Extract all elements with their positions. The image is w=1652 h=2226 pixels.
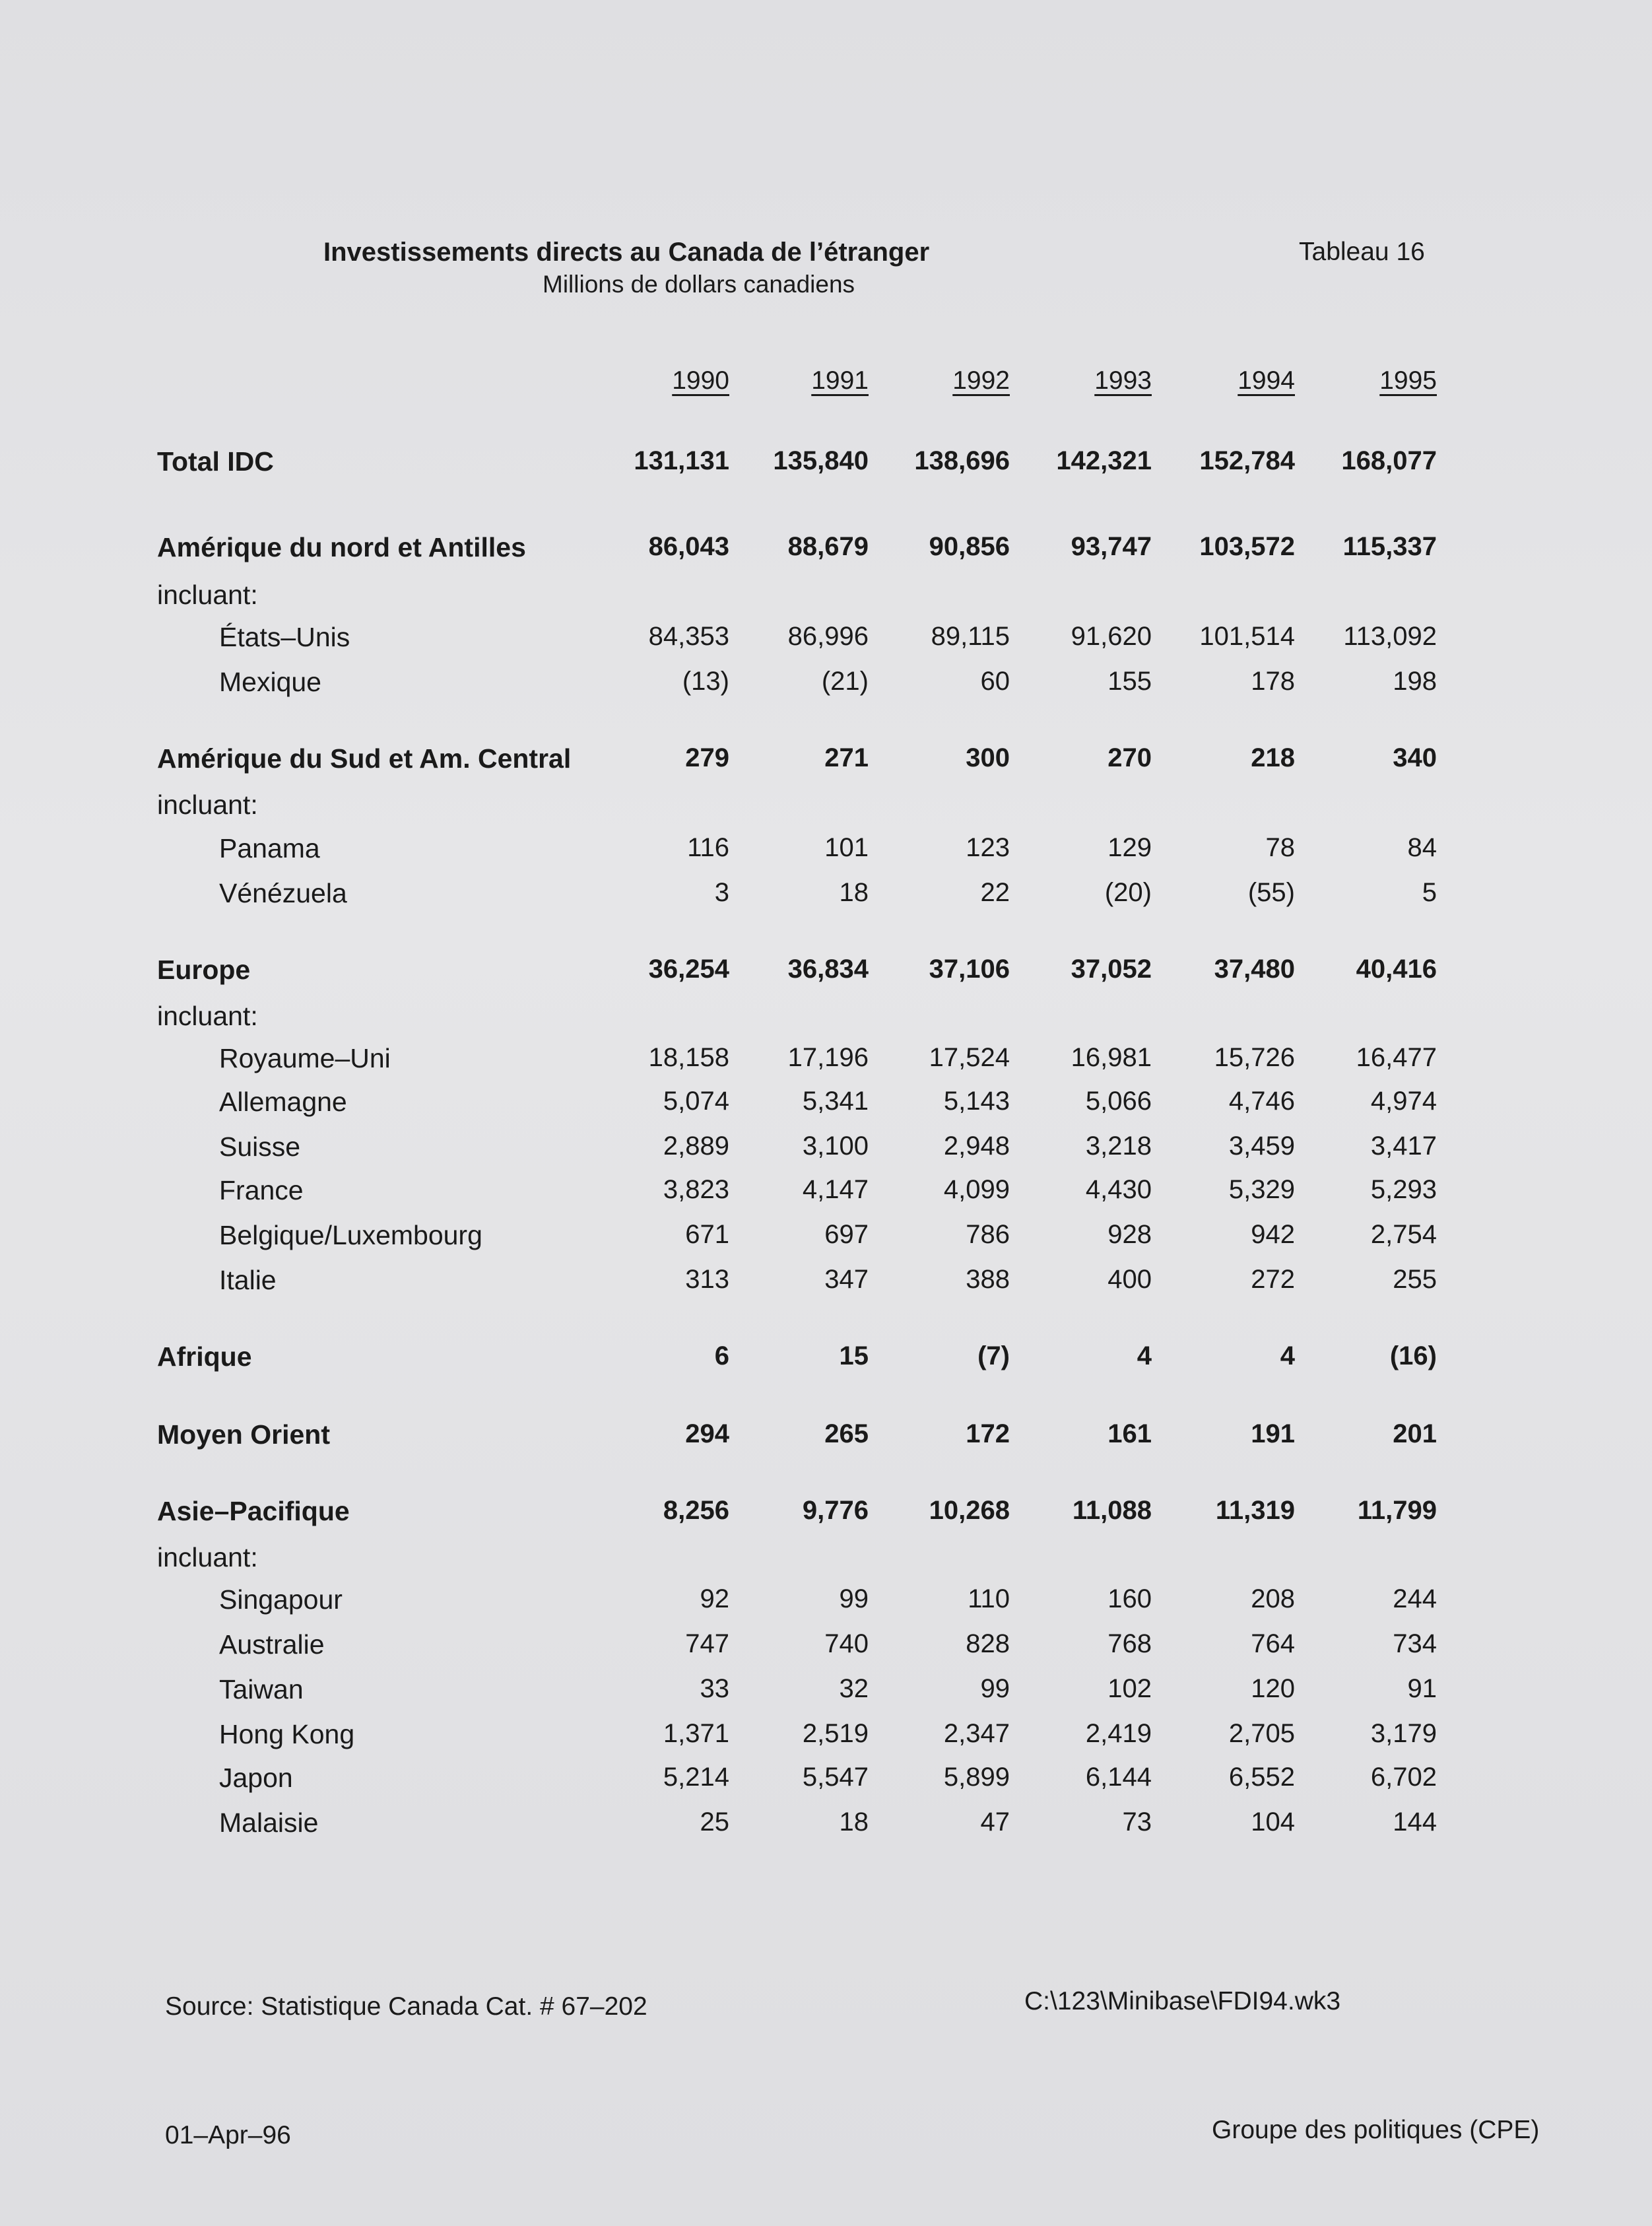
print-date: 01–Apr–96 bbox=[165, 2121, 291, 2149]
table-cell: 131,131 bbox=[634, 446, 729, 475]
table-cell: 400 bbox=[1107, 1265, 1152, 1294]
table-cell: 4,974 bbox=[1370, 1087, 1437, 1116]
table-cell: 271 bbox=[824, 743, 869, 772]
table-cell: 3,179 bbox=[1370, 1719, 1437, 1748]
table-cell: 747 bbox=[685, 1629, 729, 1658]
file-path: C:\123\Minibase\FDI94.wk3 bbox=[1024, 1987, 1341, 2015]
table-cell: 60 bbox=[980, 667, 1010, 696]
table-cell: 102 bbox=[1107, 1674, 1152, 1703]
table-cell: 11,799 bbox=[1357, 1496, 1437, 1525]
table-cell: 37,480 bbox=[1214, 955, 1295, 984]
table-cell: 110 bbox=[968, 1584, 1010, 1613]
row-label: France bbox=[219, 1175, 304, 1205]
table-cell: 2,705 bbox=[1228, 1719, 1295, 1748]
table-cell: 104 bbox=[1251, 1807, 1295, 1837]
table-cell: 161 bbox=[1107, 1419, 1152, 1448]
row-label: Europe bbox=[157, 955, 251, 985]
table-cell: 84,353 bbox=[648, 622, 729, 651]
table-cell: 3,218 bbox=[1085, 1131, 1152, 1161]
table-cell: 5,899 bbox=[943, 1763, 1010, 1792]
table-cell: 5,143 bbox=[943, 1087, 1010, 1116]
table-cell: 120 bbox=[1251, 1674, 1295, 1703]
row-label: Singapour bbox=[219, 1584, 343, 1615]
table-row bbox=[0, 1719, 1652, 1756]
row-label: Hong Kong bbox=[219, 1719, 355, 1749]
table-cell: 2,347 bbox=[943, 1719, 1010, 1748]
table-cell: 2,889 bbox=[663, 1131, 729, 1161]
table-cell: (55) bbox=[1247, 878, 1295, 907]
table-cell: 5,074 bbox=[663, 1087, 729, 1116]
table-cell: 10,268 bbox=[929, 1496, 1010, 1525]
table-cell: 3,417 bbox=[1370, 1131, 1437, 1161]
year-header: 1995 bbox=[1379, 366, 1437, 395]
table-cell: 93,747 bbox=[1071, 532, 1152, 561]
table-row bbox=[0, 446, 1652, 483]
table-cell: 103,572 bbox=[1199, 532, 1295, 561]
table-cell: 168,077 bbox=[1341, 446, 1437, 475]
table-cell: 5,329 bbox=[1228, 1175, 1295, 1204]
year-header-row bbox=[0, 366, 1652, 406]
table-cell: 340 bbox=[1393, 743, 1437, 772]
row-label: Moyen Orient bbox=[157, 1419, 330, 1450]
table-row bbox=[0, 1131, 1652, 1168]
table-number: Tableau 16 bbox=[1299, 238, 1425, 266]
table-cell: 115,337 bbox=[1342, 532, 1437, 561]
table-cell: 201 bbox=[1393, 1419, 1437, 1448]
table-cell: 942 bbox=[1251, 1220, 1295, 1249]
table-cell: 6,702 bbox=[1370, 1763, 1437, 1792]
table-cell: 129 bbox=[1107, 833, 1152, 862]
table-cell: 388 bbox=[966, 1265, 1010, 1294]
row-label: Amérique du nord et Antilles bbox=[157, 532, 526, 562]
table-row bbox=[0, 1001, 1652, 1038]
table-cell: 16,477 bbox=[1356, 1043, 1437, 1072]
table-cell: 25 bbox=[700, 1807, 729, 1837]
table-row bbox=[0, 1807, 1652, 1844]
table-row bbox=[0, 1584, 1652, 1621]
table-row bbox=[0, 1087, 1652, 1124]
table-cell: 928 bbox=[1107, 1220, 1152, 1249]
table-cell: 6 bbox=[714, 1341, 729, 1370]
table-cell: 300 bbox=[966, 743, 1010, 772]
row-label: Royaume–Uni bbox=[219, 1043, 391, 1073]
table-cell: 5,066 bbox=[1085, 1087, 1152, 1116]
row-label: Australie bbox=[219, 1629, 325, 1660]
table-cell: 101 bbox=[824, 833, 869, 862]
table-cell: 828 bbox=[966, 1629, 1010, 1658]
row-label: Malaisie bbox=[219, 1807, 319, 1838]
table-cell: 144 bbox=[1393, 1807, 1437, 1837]
table-row bbox=[0, 878, 1652, 915]
table-cell: 272 bbox=[1251, 1265, 1295, 1294]
row-label: Asie–Pacifique bbox=[157, 1496, 350, 1526]
table-row bbox=[0, 1629, 1652, 1666]
row-label: Panama bbox=[219, 833, 320, 863]
table-cell: 671 bbox=[685, 1220, 729, 1249]
table-cell: 255 bbox=[1393, 1265, 1437, 1294]
table-cell: 734 bbox=[1393, 1629, 1437, 1658]
table-row bbox=[0, 1496, 1652, 1533]
row-label: incluant: bbox=[157, 1542, 258, 1572]
table-row bbox=[0, 1674, 1652, 1711]
row-label: Allemagne bbox=[219, 1087, 347, 1117]
table-row bbox=[0, 532, 1652, 569]
table-cell: 11,088 bbox=[1072, 1496, 1152, 1525]
table-cell: 294 bbox=[685, 1419, 729, 1448]
table-cell: 90,856 bbox=[929, 532, 1010, 561]
source-note: Source: Statistique Canada Cat. # 67–202 bbox=[165, 1992, 647, 2021]
table-cell: 3,459 bbox=[1228, 1131, 1295, 1161]
table-cell: 78 bbox=[1265, 833, 1295, 862]
table-row bbox=[0, 955, 1652, 992]
table-row bbox=[0, 1763, 1652, 1800]
table-cell: 244 bbox=[1393, 1584, 1437, 1613]
table-cell: 155 bbox=[1107, 667, 1152, 696]
table-subtitle: Millions de dollars canadiens bbox=[543, 271, 855, 298]
table-cell: 4,147 bbox=[802, 1175, 869, 1204]
table-cell: 3,823 bbox=[663, 1175, 729, 1204]
table-cell: 5 bbox=[1422, 878, 1437, 907]
row-label: Amérique du Sud et Am. Central bbox=[157, 743, 572, 774]
table-cell: 3 bbox=[714, 878, 729, 907]
table-cell: (21) bbox=[821, 667, 869, 696]
table-cell: 15 bbox=[839, 1341, 869, 1370]
row-label: Mexique bbox=[219, 667, 321, 697]
row-label: Taiwan bbox=[219, 1674, 304, 1704]
table-cell: 92 bbox=[700, 1584, 729, 1613]
table-row bbox=[0, 743, 1652, 780]
table-cell: 4,099 bbox=[943, 1175, 1010, 1204]
table-cell: 18 bbox=[839, 878, 869, 907]
year-header: 1993 bbox=[1094, 366, 1152, 395]
table-row bbox=[0, 833, 1652, 870]
table-row bbox=[0, 622, 1652, 659]
row-label: incluant: bbox=[157, 580, 258, 610]
table-cell: 265 bbox=[824, 1419, 869, 1448]
table-cell: 5,214 bbox=[663, 1763, 729, 1792]
table-cell: 99 bbox=[839, 1584, 869, 1613]
table-cell: 764 bbox=[1251, 1629, 1295, 1658]
table-cell: 22 bbox=[980, 878, 1010, 907]
table-cell: 4 bbox=[1280, 1341, 1295, 1370]
year-header: 1991 bbox=[811, 366, 869, 395]
table-cell: 5,293 bbox=[1370, 1175, 1437, 1204]
table-cell: 198 bbox=[1393, 667, 1437, 696]
table-cell: (20) bbox=[1104, 878, 1152, 907]
table-cell: 36,254 bbox=[648, 955, 729, 984]
table-cell: 15,726 bbox=[1214, 1043, 1295, 1072]
table-cell: 4,746 bbox=[1228, 1087, 1295, 1116]
table-title: Investissements directs au Canada de l’étranger bbox=[323, 238, 930, 267]
table-row bbox=[0, 1341, 1652, 1378]
group-name: Groupe des politiques (CPE) bbox=[1212, 2116, 1540, 2144]
table-cell: 88,679 bbox=[787, 532, 869, 561]
year-header: 1992 bbox=[952, 366, 1010, 395]
table-cell: 5,341 bbox=[802, 1087, 869, 1116]
row-label: Afrique bbox=[157, 1341, 252, 1372]
table-cell: 47 bbox=[980, 1807, 1010, 1837]
table-cell: 11,319 bbox=[1215, 1496, 1295, 1525]
table-cell: 16,981 bbox=[1071, 1043, 1152, 1072]
row-label: Total IDC bbox=[157, 446, 274, 477]
table-row bbox=[0, 1265, 1652, 1302]
table-cell: 172 bbox=[966, 1419, 1010, 1448]
table-row bbox=[0, 1043, 1652, 1080]
row-label: Belgique/Luxembourg bbox=[219, 1220, 482, 1250]
table-cell: 208 bbox=[1251, 1584, 1295, 1613]
table-cell: 91 bbox=[1407, 1674, 1437, 1703]
table-cell: 313 bbox=[685, 1265, 729, 1294]
table-row bbox=[0, 1220, 1652, 1257]
table-cell: 4,430 bbox=[1085, 1175, 1152, 1204]
table-row bbox=[0, 790, 1652, 826]
table-cell: (16) bbox=[1389, 1341, 1437, 1370]
table-cell: 152,784 bbox=[1199, 446, 1295, 475]
table-row bbox=[0, 1542, 1652, 1579]
table-cell: 8,256 bbox=[663, 1496, 729, 1525]
table-cell: 5,547 bbox=[802, 1763, 869, 1792]
table-cell: (7) bbox=[977, 1341, 1010, 1370]
row-label: incluant: bbox=[157, 790, 258, 820]
table-cell: 73 bbox=[1122, 1807, 1152, 1837]
table-cell: 116 bbox=[687, 833, 729, 862]
table-cell: 18 bbox=[839, 1807, 869, 1837]
table-row bbox=[0, 667, 1652, 704]
table-cell: 2,948 bbox=[943, 1131, 1010, 1161]
table-cell: 740 bbox=[824, 1629, 869, 1658]
year-header: 1994 bbox=[1238, 366, 1295, 395]
table-cell: (13) bbox=[682, 667, 729, 696]
table-cell: 2,519 bbox=[802, 1719, 869, 1748]
table-cell: 697 bbox=[824, 1220, 869, 1249]
table-cell: 270 bbox=[1107, 743, 1152, 772]
row-label: Italie bbox=[219, 1265, 277, 1295]
table-cell: 4 bbox=[1137, 1341, 1152, 1370]
table-cell: 218 bbox=[1251, 743, 1295, 772]
table-cell: 86,996 bbox=[787, 622, 869, 651]
table-cell: 142,321 bbox=[1056, 446, 1152, 475]
table-cell: 86,043 bbox=[648, 532, 729, 561]
table-cell: 2,754 bbox=[1370, 1220, 1437, 1249]
table-cell: 113,092 bbox=[1343, 622, 1437, 651]
table-cell: 279 bbox=[685, 743, 729, 772]
row-label: Vénézuela bbox=[219, 878, 347, 908]
table-cell: 6,552 bbox=[1228, 1763, 1295, 1792]
table-cell: 191 bbox=[1251, 1419, 1295, 1448]
table-cell: 768 bbox=[1107, 1629, 1152, 1658]
table-cell: 89,115 bbox=[931, 622, 1010, 651]
table-cell: 135,840 bbox=[773, 446, 869, 475]
table-cell: 6,144 bbox=[1085, 1763, 1152, 1792]
table-cell: 37,052 bbox=[1071, 955, 1152, 984]
row-label: Suisse bbox=[219, 1131, 301, 1162]
table-cell: 123 bbox=[966, 833, 1010, 862]
table-cell: 37,106 bbox=[929, 955, 1010, 984]
table-cell: 2,419 bbox=[1085, 1719, 1152, 1748]
table-cell: 786 bbox=[966, 1220, 1010, 1249]
table-cell: 9,776 bbox=[802, 1496, 869, 1525]
table-cell: 33 bbox=[700, 1674, 729, 1703]
table-cell: 36,834 bbox=[787, 955, 869, 984]
table-cell: 101,514 bbox=[1199, 622, 1295, 651]
year-header: 1990 bbox=[672, 366, 729, 395]
table-cell: 84 bbox=[1407, 833, 1437, 862]
table-cell: 3,100 bbox=[802, 1131, 869, 1161]
table-cell: 91,620 bbox=[1071, 622, 1152, 651]
table-cell: 347 bbox=[824, 1265, 869, 1294]
table-cell: 178 bbox=[1251, 667, 1295, 696]
table-row bbox=[0, 1419, 1652, 1456]
table-cell: 99 bbox=[980, 1674, 1010, 1703]
table-cell: 40,416 bbox=[1356, 955, 1437, 984]
table-cell: 160 bbox=[1107, 1584, 1152, 1613]
table-cell: 18,158 bbox=[648, 1043, 729, 1072]
table-cell: 138,696 bbox=[914, 446, 1010, 475]
table-row bbox=[0, 580, 1652, 617]
table-row bbox=[0, 1175, 1652, 1212]
table-cell: 17,524 bbox=[929, 1043, 1010, 1072]
row-label: incluant: bbox=[157, 1001, 258, 1031]
row-label: États–Unis bbox=[219, 622, 350, 652]
table-cell: 1,371 bbox=[663, 1719, 729, 1748]
table-cell: 17,196 bbox=[787, 1043, 869, 1072]
table-cell: 32 bbox=[839, 1674, 869, 1703]
row-label: Japon bbox=[219, 1763, 293, 1793]
